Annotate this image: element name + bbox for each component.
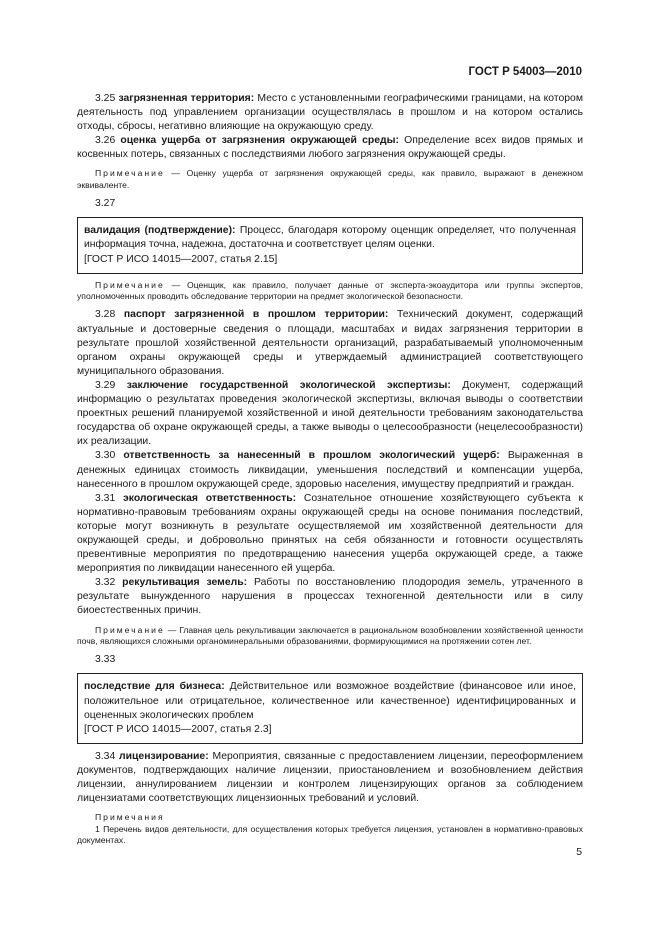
note-label: Примечание xyxy=(95,279,165,290)
entry-term: рекультивация земель: xyxy=(122,577,248,589)
document-id: ГОСТ Р 54003—2010 xyxy=(468,66,582,78)
entry-text: Определение всех видов прямых и косвенных потерь, связанных с последствиями любого загрязнения окружающей среды. xyxy=(77,135,584,161)
entry-term: загрязненная территория: xyxy=(118,93,255,104)
standard-reference: [ГОСТ Р ИСО 14015—2007, статья 2.15] xyxy=(84,253,278,265)
entry-text: Процесс, благодаря которому оценщик определяет, что полученная информация точна, надежна, достаточна и соответствует целям оценки. xyxy=(84,225,576,251)
entry-text: Технический документ, содержащий актуальные и достоверные сведения о площади, масштабах и видах загрязнения территории в результате прошлой хозяйственной деятельности организаций, разрабатываемый уполномоченным органом охраны окружающей среды и утверждаемый администрацией соответствующего муниципального образования. xyxy=(77,309,584,377)
entry-number: 3.25 xyxy=(95,93,116,104)
entry-number: 3.29 xyxy=(95,379,116,391)
entry-text: Место с установленными географическими границами, на котором деятельность под управлением организации осуществлялась в прошлом и на котором остались отходы, сбросы, негативно влияющие на окружающую среду. xyxy=(77,93,583,133)
term-entry-3-28 xyxy=(77,308,583,378)
note-3-27 xyxy=(77,280,583,303)
entry-term: лицензирование: xyxy=(119,750,209,762)
term-entry-3-29 xyxy=(77,379,583,449)
entry-number: 3.31 xyxy=(95,492,116,504)
entry-number: 3.34 xyxy=(95,750,116,762)
boxed-definition xyxy=(84,680,576,722)
term-entry-3-30 xyxy=(77,449,583,491)
entry-number: 3.32 xyxy=(95,577,116,589)
entry-term: ответственность за нанесенный в прошлом экологический ущерб: xyxy=(123,450,500,462)
boxed-entry-3-33 xyxy=(77,673,583,743)
entry-text: Работы по восстановлению плодородия земель, утраченного в результате вынужденного нарушения в процессах техногенной деятельности или в силу биоестественных причин. xyxy=(77,577,584,617)
entry-text: Документ, содержащий информацию о результатах проведения экологической экспертизы, включая выводы о соответствии проектных решений планируемой хозяйственной и иной деятельности требованиям законодательства государства об охране окружающей среды, а также выводы о целесообразности (нецелесообразности) их реализации. xyxy=(77,379,583,448)
page-number: 5 xyxy=(576,847,582,858)
entry-text: Действительное или возможное воздействие (финансовое или иное, положительное или отрицательное, количественное или качественное) идентифицированных и оцененных экологических проблем xyxy=(84,681,577,721)
entry-term: последствие для бизнеса: xyxy=(84,681,225,693)
entry-number-3-27: 3.27 xyxy=(95,198,116,210)
note-text: — Оценщик, как правило, получает данные от эксперта-экоаудитора или группы экспертов, уполномоченных проводить обследование территории на предмет экологической безопасности. xyxy=(77,279,584,302)
note-text: — Главная цель рекультивации заключается в рациональном возобновлении хозяйственной ценности почв, являющихся сложными органоминеральными образованиями, формирующимися на протяжении сотен лет. xyxy=(77,624,583,646)
entry-term: валидация (подтверждение): xyxy=(84,225,236,237)
note-label: Примечание xyxy=(95,168,165,179)
entry-text: Мероприятия, связанные с предоставлением лицензии, переоформлением документов, подтверждающих наличие лицензии, приостановлением и возобновлением действия лицензии, аннулированием лицензии и контролем лицензирующих органов за соблюдением лицензиатами соответствующих лицензионных требований и условий. xyxy=(77,750,583,805)
entry-text: Сознательное отношение хозяйствующего субъекта к нормативно-правовым требованиям охраны окружающей среды на основе понимания последствий, которые могут возникнуть в результате осуществляемой им хозяйственной деятельности для окружающей среды, и добровольно принятых на себя обязанности и готовности осуществлять превентивные мероприятия по предотвращению нанесения ущерба окружающей среде, а также мероприятия по ликвидации нанесенного ей ущерба. xyxy=(77,492,584,575)
term-entry-3-34 xyxy=(77,750,583,806)
entry-term: оценка ущерба от загрязнения окружающей среды: xyxy=(120,135,399,147)
note-3-26 xyxy=(77,168,583,191)
page-content xyxy=(77,92,583,852)
note-label: Примечания xyxy=(95,812,165,823)
entry-number-3-33: 3.33 xyxy=(95,654,116,666)
entry-text: Выраженная в денежных единицах стоимость ликвидации, уменьшения последствий и компенсации ущерба, нанесенного в прошлом окружающей среде, здоровью населения, имуществу предприятий и граждан. xyxy=(77,450,583,490)
term-entry-3-26 xyxy=(77,134,583,162)
term-entry-3-31 xyxy=(77,492,583,577)
entry-number: 3.30 xyxy=(95,450,116,462)
boxed-definition xyxy=(84,224,576,252)
note-label: Примечание xyxy=(95,624,165,635)
term-entry-3-25 xyxy=(77,92,583,134)
note-text: — Оценку ущерба от загрязнения окружающей среды, как правило, выражают в денежном эквиваленте. xyxy=(77,168,583,190)
notes-3-34-label xyxy=(77,812,583,823)
entry-term: заключение государственной экологической экспертизы: xyxy=(126,379,451,391)
entry-number: 3.28 xyxy=(95,309,116,321)
entry-number: 3.26 xyxy=(95,135,116,147)
note-3-34-item-1: 1 Перечень видов деятельности, для осуществления которых требуется лицензия, установлен в нормативно-правовых документах. xyxy=(77,823,583,845)
term-entry-3-32 xyxy=(77,576,583,618)
note-3-32 xyxy=(77,625,583,648)
entry-term: экологическая ответственность: xyxy=(123,492,297,504)
standard-reference: [ГОСТ Р ИСО 14015—2007, статья 2.3] xyxy=(84,723,272,735)
entry-term: паспорт загрязненной в прошлом территории: xyxy=(123,309,389,321)
boxed-entry-3-27 xyxy=(77,217,583,273)
